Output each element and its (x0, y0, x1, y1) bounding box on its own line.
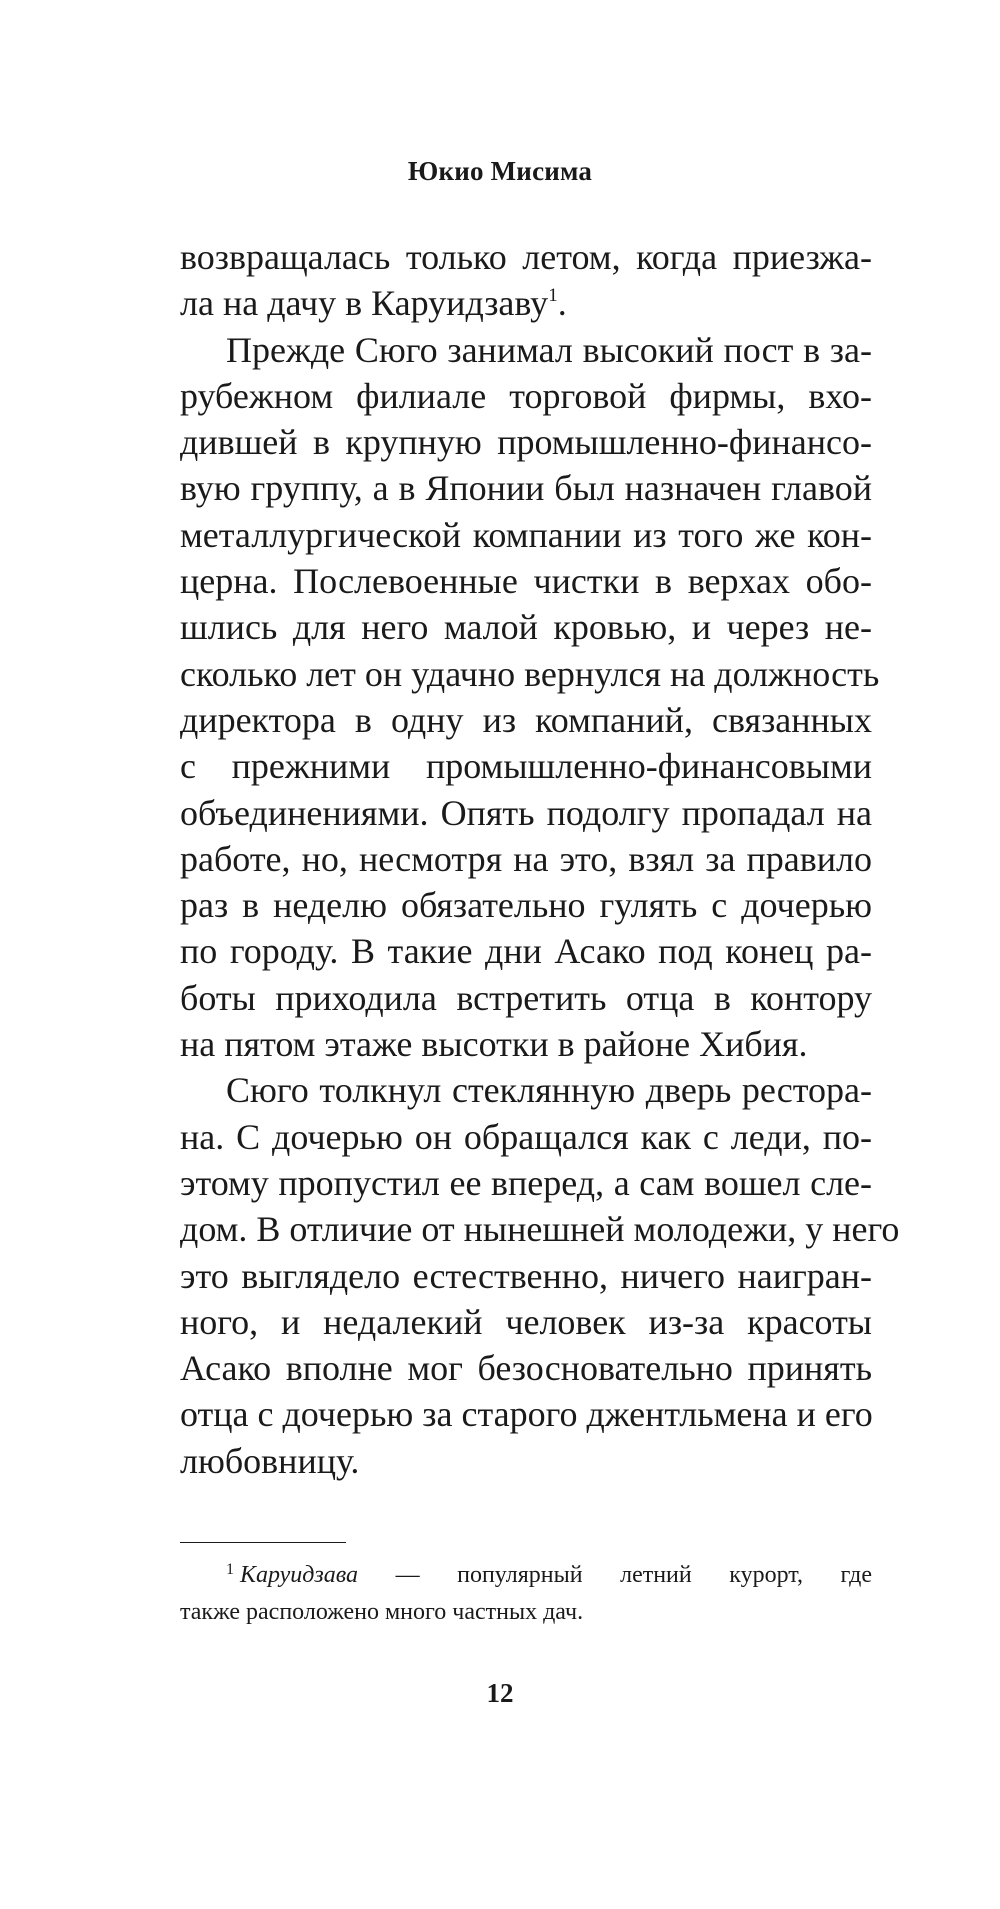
footnote-line: также расположено много частных дач. (180, 1599, 584, 1625)
line-end-punctuation: . (557, 283, 567, 324)
text-line: это выглядело естественно, ничего наигран- (180, 1255, 872, 1296)
text-line: рубежном филиале торговой фирмы, вхо- (180, 375, 872, 416)
text-line: возвращалась только летом, когда приезжа- (180, 237, 872, 277)
text-line: работе, но, несмотря на это, взял за правило (180, 838, 872, 879)
page-number: 12 (486, 1678, 514, 1708)
paragraph-start: Прежде Сюго занимал высокий пост в за- (226, 329, 872, 370)
text-line: по городу. В такие дни Асако под конец ра- (180, 931, 872, 972)
text-line: церна. Послевоенные чистки в верхах обо- (180, 561, 872, 602)
footnote (180, 1557, 872, 1631)
text-line: ла на дачу в Каруидзаву (180, 283, 549, 324)
text-line: вую группу, а в Японии был назначен главой (180, 468, 872, 509)
text-line: металлургической компании из того же кон- (180, 514, 872, 555)
text-line: ного, и недалекий человек из-за красоты (180, 1301, 872, 1342)
footnote-term: Каруидзава (240, 1562, 359, 1588)
footnote-divider (180, 1542, 346, 1543)
text-line: любовницу. (180, 1440, 360, 1481)
text-line: дившей в крупную промышленно-финансо- (180, 422, 872, 463)
text-line: на. С дочерью он обращался как с леди, по- (180, 1116, 872, 1157)
footnote-number: 1 (226, 1561, 234, 1578)
text-line: этому пропустил ее вперед, а сам вошел сле- (180, 1162, 872, 1203)
text-line: с прежними промышленно-финансовыми (180, 746, 872, 787)
footnote-reference: 1 (548, 285, 558, 307)
text-line: сколько лет он удачно вернулся на должность (180, 653, 880, 694)
footnote-text: — популярный летний курорт, где (358, 1562, 872, 1588)
paragraph-start: Сюго толкнул стеклянную дверь рестора- (226, 1070, 872, 1111)
text-line: на пятом этаже высотки в районе Хибия. (180, 1024, 808, 1065)
text-line: раз в неделю обязательно гулять с дочерью (180, 885, 872, 926)
footnote-line (180, 1557, 872, 1594)
text-line: Асако вполне мог безосновательно принять (180, 1348, 872, 1389)
text-line: боты приходила встретить отца в контору (180, 977, 872, 1018)
text-line: шлись для него малой кровью, и через не- (180, 607, 872, 648)
text-line: отца с дочерью за старого джентльмена и его (180, 1394, 873, 1435)
text-line-with-footnote (180, 280, 872, 326)
main-text (180, 234, 900, 1484)
text-line: дом. В отличие от нынешней молодежи, у него (180, 1209, 900, 1250)
text-line: директора в одну из компаний, связанных (180, 699, 872, 740)
text-line: объединениями. Опять подолгу пропадал на (180, 792, 872, 833)
running-head-author: Юкио Мисима (407, 156, 593, 186)
